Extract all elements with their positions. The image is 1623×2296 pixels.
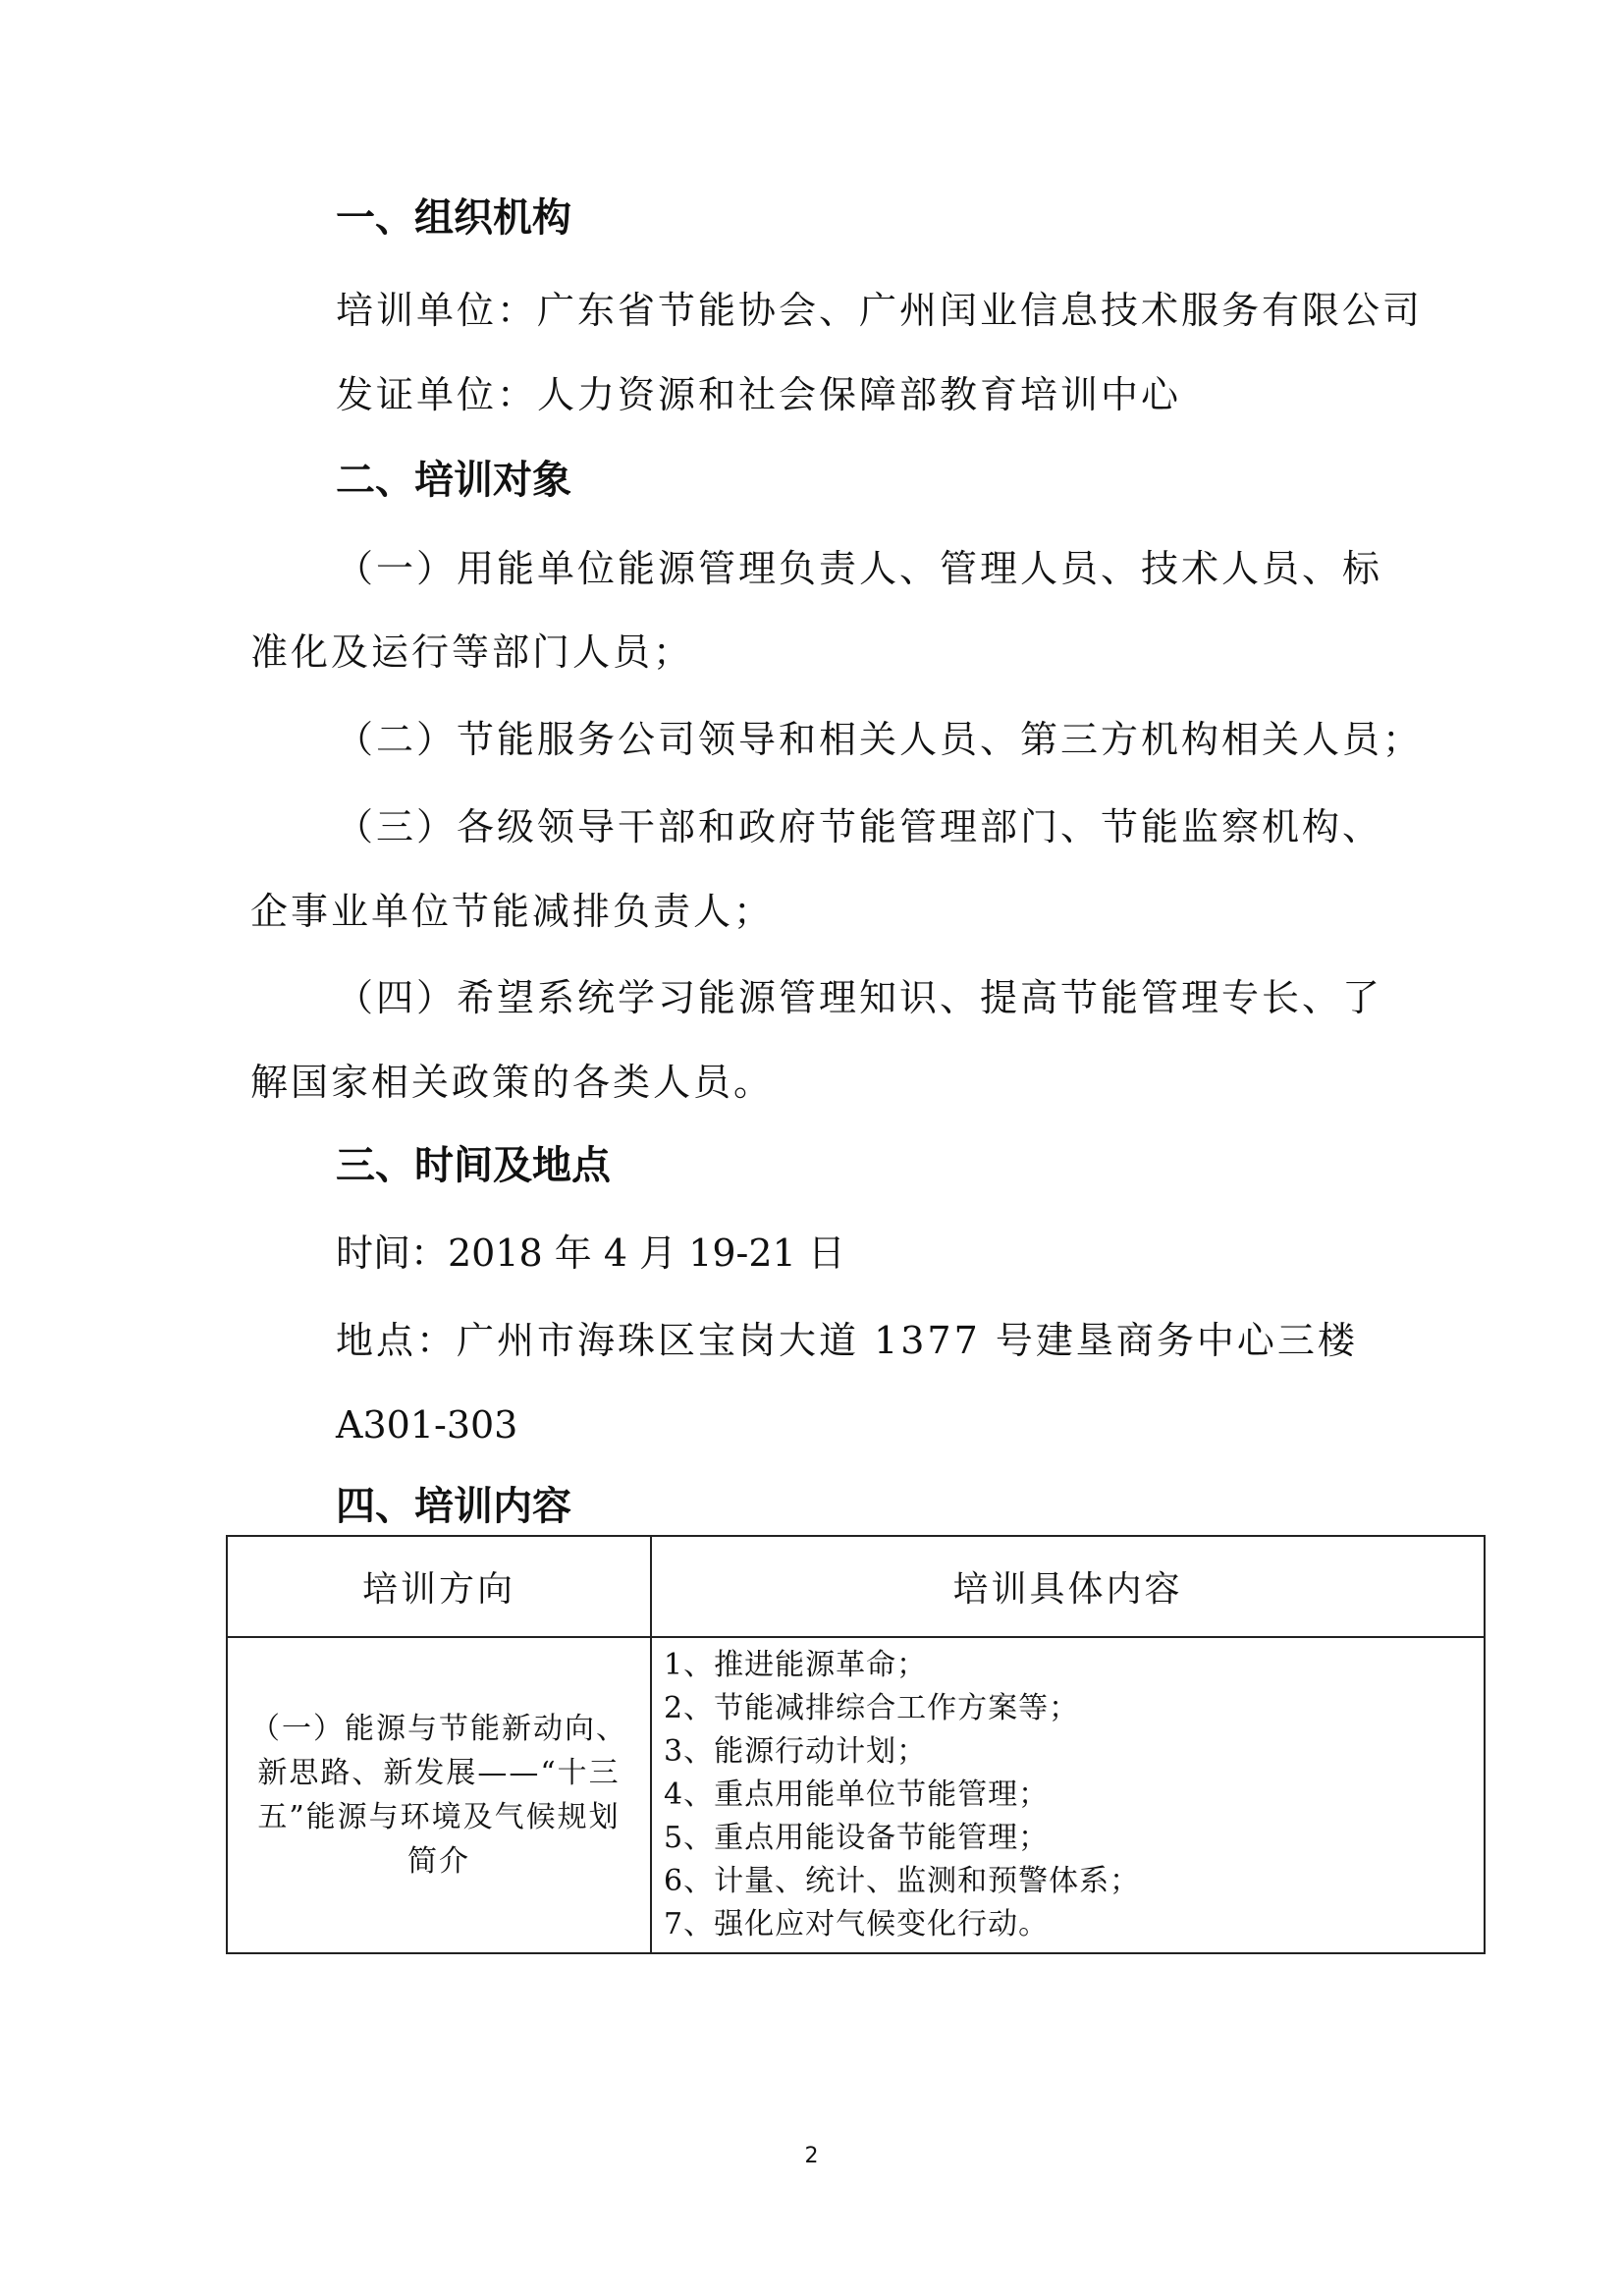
page-number: 2 — [804, 2144, 819, 2168]
content-item: 6、计量、统计、监测和预警体系； — [664, 1864, 1141, 1898]
training-unit-line: 培训单位：广东省节能协会、广州闰业信息技术服务有限公司 — [336, 289, 1424, 332]
content-item: 1、推进能源革命； — [664, 1648, 928, 1682]
trainee-item-4-line-2: 解国家相关政策的各类人员。 — [250, 1061, 775, 1104]
trainee-item-2-line-1: （二）节能服务公司领导和相关人员、第三方机构相关人员； — [336, 718, 1424, 761]
content-item: 4、重点用能单位节能管理； — [664, 1777, 1050, 1812]
section-heading-trainees: 二、培训对象 — [336, 458, 571, 503]
section-heading-organization: 一、组织机构 — [336, 195, 571, 241]
table-row — [227, 1637, 1485, 1953]
direction-line: （一）能源与节能新动向、 — [250, 1712, 627, 1746]
content-items-cell — [651, 1637, 1485, 1953]
section-heading-training-content: 四、培训内容 — [336, 1484, 571, 1529]
direction-line: 简介 — [407, 1844, 470, 1879]
place-line-1: 地点：广州市海珠区宝岗大道 1377 号建垦商务中心三楼 — [336, 1319, 1358, 1362]
content-item: 5、重点用能设备节能管理； — [664, 1821, 1050, 1855]
direction-cell — [227, 1637, 651, 1953]
direction-line: 新思路、新发展——“十三 — [257, 1756, 621, 1790]
section-heading-time-place: 三、时间及地点 — [336, 1143, 611, 1188]
certificate-unit-line: 发证单位：人力资源和社会保障部教育培训中心 — [336, 373, 1182, 416]
trainee-item-1-line-1: （一）用能单位能源管理负责人、管理人员、技术人员、标 — [336, 547, 1383, 590]
place-line-2: A301-303 — [336, 1403, 518, 1447]
header-training-direction: 培训方向 — [227, 1536, 651, 1637]
content-item: 2、节能减排综合工作方案等； — [664, 1691, 1080, 1725]
trainee-item-3-line-1: （三）各级领导干部和政府节能管理部门、节能监察机构、 — [336, 805, 1383, 848]
table-header-row — [227, 1536, 1485, 1637]
content-item: 7、强化应对气候变化行动。 — [664, 1907, 1050, 1941]
direction-line: 五”能源与环境及气候规划 — [257, 1800, 621, 1834]
trainee-item-1-line-2: 准化及运行等部门人员； — [250, 630, 694, 674]
trainee-item-3-line-2: 企事业单位节能减排负责人； — [250, 890, 775, 933]
content-item: 3、能源行动计划； — [664, 1734, 928, 1769]
trainee-item-4-line-1: （四）希望系统学习能源管理知识、提高节能管理专长、了 — [336, 976, 1383, 1019]
time-line: 时间：2018 年 4 月 19-21 日 — [336, 1231, 845, 1275]
training-content-table — [226, 1535, 1486, 1954]
header-training-content: 培训具体内容 — [651, 1536, 1485, 1637]
